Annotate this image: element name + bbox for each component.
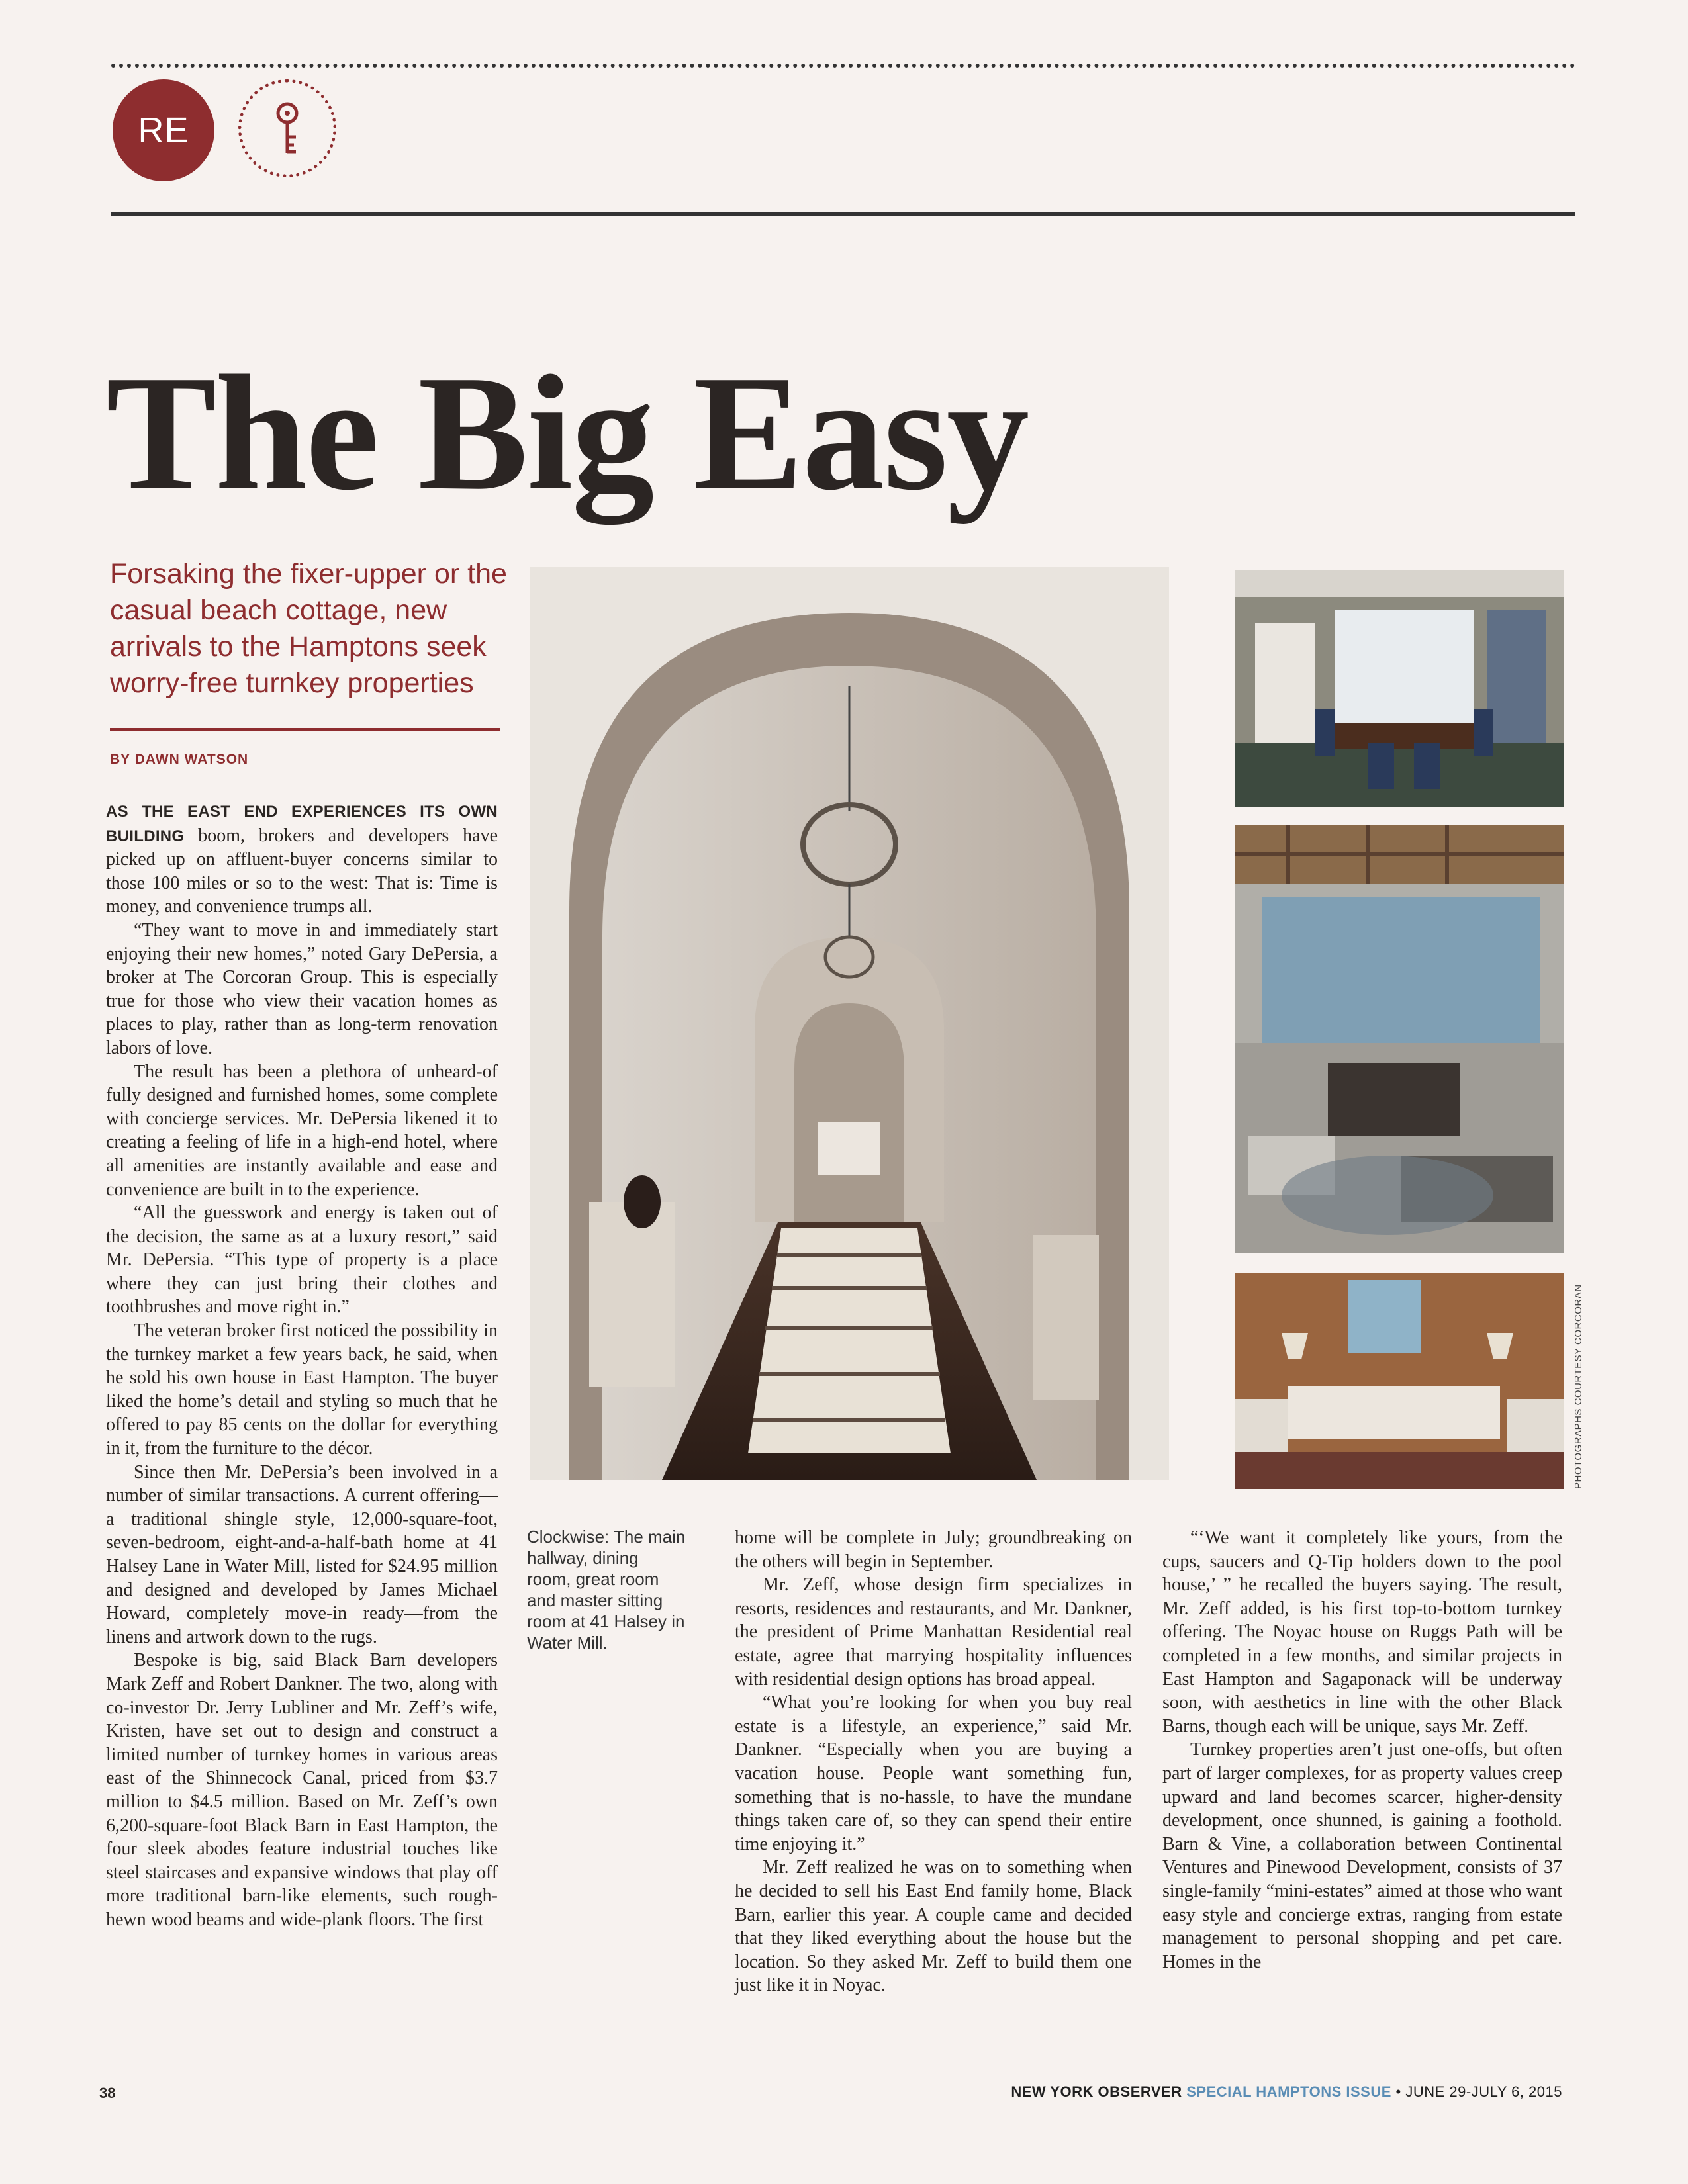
dining-room-illustration bbox=[1235, 570, 1564, 807]
page-number: 38 bbox=[99, 2085, 116, 2101]
dek: Forsaking the fixer-upper or the casual beach cottage, new arrivals to the Hamptons seek worry-free turnkey properties bbox=[110, 558, 507, 699]
photo-credit-text: PHOTOGRAPHS COURTESY CORCORAN bbox=[1573, 1284, 1584, 1489]
lead-paragraph bbox=[106, 799, 498, 919]
footer bbox=[1011, 2083, 1562, 2101]
paragraph: The result has been a plethora of unheard-of fully designed and furnished homes, some complete with concierge services. Mr. DePersia likened it to creating a feeling of life in a high-end hotel, where all amenities are instantly available and ease and convenience are built in to the experience. bbox=[106, 1061, 498, 1200]
headline: The Big Easy bbox=[106, 341, 1028, 525]
paragraph: Mr. Zeff realized he was on to something when he decided to sell his East End family home, Black Barn, earlier this year. A couple came and decided that they liked everything about the house but the location. So they asked Mr. Zeff to build them one just like it in Noyac. bbox=[735, 1857, 1132, 1996]
lead-in: AS THE EAST END EXPERIENCES ITS OWN BUILDING bbox=[106, 803, 498, 845]
issue-name: SPECIAL HAMPTONS ISSUE bbox=[1186, 2083, 1391, 2100]
photo-credit bbox=[1560, 1284, 1584, 1489]
lead-text: boom, brokers and developers have picked up on affluent-buyer concerns similar to those 100 miles or so to the west: That is: Time is money, and convenience trumps all. bbox=[106, 825, 498, 917]
top-dotted-rule bbox=[111, 64, 1575, 68]
key-badge bbox=[238, 79, 336, 177]
paragraph: “‘We want it completely like yours, from the cups, saucers and Q-Tip holders down to the pool house,’ ” he recalled the buyers saying. The result, Mr. Zeff added, is his first top-to-bottom turnkey offering. The Noyac house on Ruggs Path will be completed in a few months, and similar projects in East Hampton and Sagaponack will be underway soon, with aesthetics in line with the other Black Barns, though each will be unique, says Mr. Zeff. bbox=[1162, 1527, 1562, 1737]
dining-room-photo bbox=[1235, 570, 1564, 807]
publication-name: NEW YORK OBSERVER bbox=[1011, 2083, 1182, 2100]
article-column-3 bbox=[1162, 1526, 1562, 1974]
paragraph: home will be complete in July; groundbreaking on the others will begin in September. bbox=[735, 1527, 1132, 1572]
photo-caption: Clockwise: The main hallway, dining room, great room and master sitting room at 41 Halsey in Water Mill. bbox=[527, 1527, 686, 1653]
dek-rule bbox=[110, 728, 500, 731]
issue-dates: • JUNE 29-JULY 6, 2015 bbox=[1395, 2083, 1562, 2100]
paragraph: Since then Mr. DePersia’s been involved in a number of similar transactions. A current offering—a traditional shingle style, 12,000-square-foot, seven-bedroom, eight-and-a-half-bath home at 41 Halsey Lane in Water Mill, listed for $24.95 million and designed and developed by James Michael Howard, completely move-in ready—from the linens and artwork down to the rugs. bbox=[106, 1461, 498, 1647]
section-badge bbox=[113, 79, 214, 181]
section-badge-label: RE bbox=[138, 111, 189, 150]
article-column-1 bbox=[106, 799, 498, 1932]
paragraph: “What you’re looking for when you buy real estate is a lifestyle, an experience,” said Mr. Dankner. “Especially when you are buying a vacation house. People want something fun, something that is no-hassle, to have the mundane things taken care of, so they can spend their entire time enjoying it.” bbox=[735, 1692, 1132, 1854]
byline: BY DAWN WATSON bbox=[110, 752, 249, 767]
article-column-2 bbox=[735, 1526, 1132, 1997]
paragraph: Turnkey properties aren’t just one-offs, but often part of larger complexes, for as property values creep upward and land becomes scarcer, higher-density development, once shunned, is gaining a foothold. Barn & Vine, a collaboration between Continental Ventures and Pinewood Development, consists of 37 single-family “mini-estates” aimed at those who want easy style and concierge extras, ranging from estate management to personal shopping and pet care. Homes in the bbox=[1162, 1739, 1562, 1972]
sitting-room-photo bbox=[1235, 1273, 1564, 1489]
hallway-photo bbox=[530, 567, 1169, 1480]
great-room-illustration bbox=[1235, 825, 1564, 1253]
great-room-photo bbox=[1235, 825, 1564, 1253]
header-rule bbox=[111, 212, 1575, 216]
paragraph: “All the guesswork and energy is taken out of the decision, the same as at a luxury resort,” said Mr. DePersia. “This type of property is a place where they can just bring their clothes and toothbrushes and move right in.” bbox=[106, 1203, 498, 1318]
paragraph: The veteran broker first noticed the possibility in the turnkey market a few years back, he said, when he sold his own house in East Hampton. The buyer liked the home’s detail and styling so much that he offered to pay 85 cents on the dollar for everything in it, from the furniture to the décor. bbox=[106, 1320, 498, 1459]
hallway-illustration bbox=[530, 567, 1169, 1480]
key-icon bbox=[264, 99, 310, 158]
paragraph: “They want to move in and immediately start enjoying their new homes,” noted Gary DePersia, a broker at The Corcoran Group. This is especially true for those who view their vacation homes as places to play, rather than as long-term renovation labors of love. bbox=[106, 919, 498, 1058]
sitting-room-illustration bbox=[1235, 1273, 1564, 1489]
paragraph: Mr. Zeff, whose design firm specializes in resorts, residences and restaurants, and Mr. Dankner, the president of Prime Manhattan Residential real estate, agree that marrying hospitality influences with residential design options has broad appeal. bbox=[735, 1574, 1132, 1690]
paragraph: Bespoke is big, said Black Barn developers Mark Zeff and Robert Dankner. The two, along with co-investor Dr. Jerry Lubliner and Mr. Zeff’s wife, Kristen, have set out to design and construct a limited number of turnkey homes in various areas east of the Shinnecock Canal, priced from $3.7 million to $4.5 million. Based on Mr. Zeff’s own 6,200-square-foot Black Barn in East Hampton, the four sleek abodes feature industrial touches like steel staircases and expansive windows that play off more traditional barn-like elements, such rough-hewn wood beams and wide-plank floors. The first bbox=[106, 1650, 498, 1930]
